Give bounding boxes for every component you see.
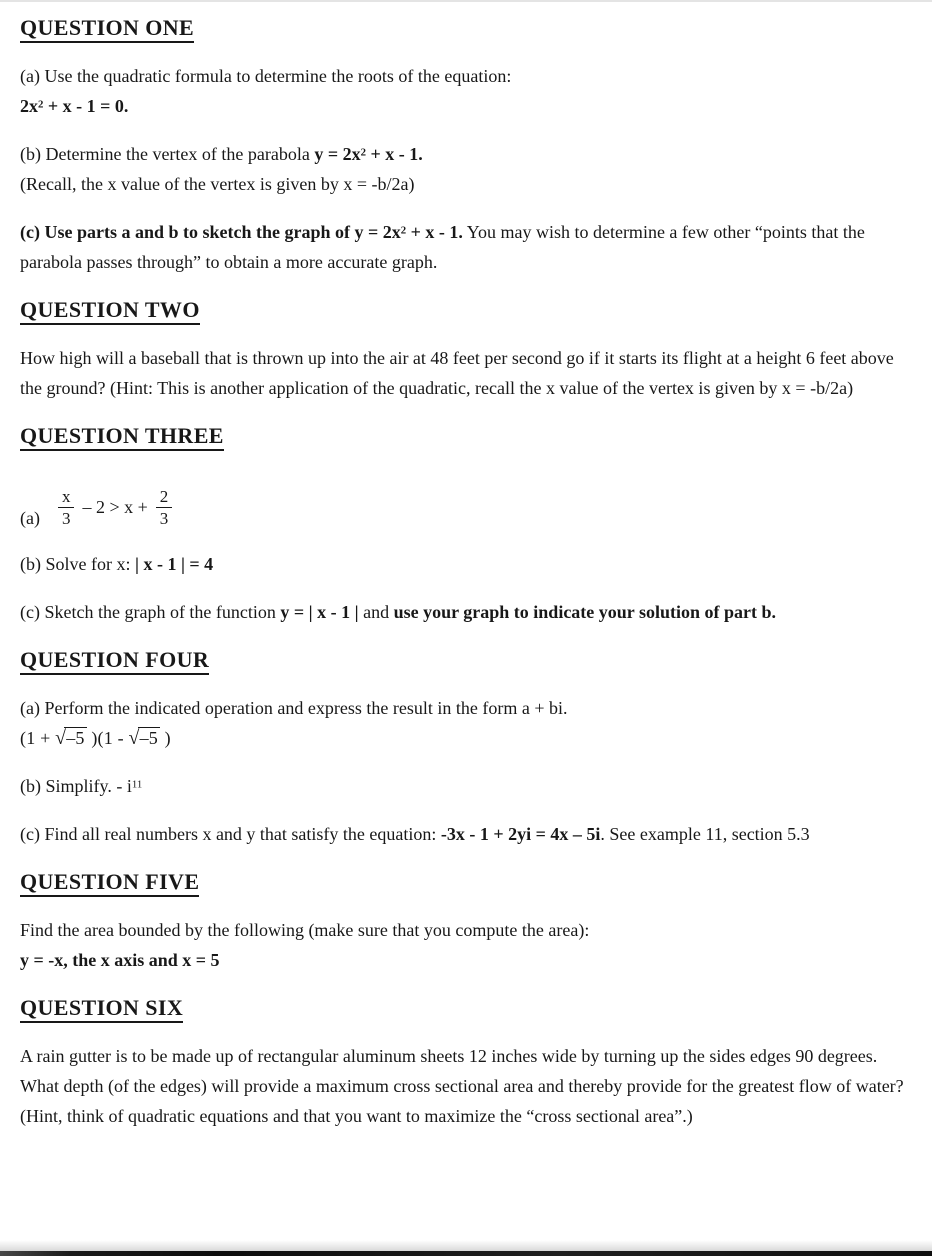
section-question-one xyxy=(20,13,906,277)
radical-sign: √ xyxy=(128,727,140,749)
q1-eq-c-exponent: 2 xyxy=(400,224,407,237)
q1-part-b xyxy=(20,139,906,199)
q1-part-a-equation xyxy=(20,96,128,116)
q1-part-b-recall: (Recall, the x value of the vertex is given by x = -b/2a) xyxy=(20,174,415,194)
q1-eq-a-rest: + x - 1 = 0. xyxy=(43,96,129,116)
q6-body xyxy=(20,1041,906,1131)
q4-part-c-reference: . See example 11, section 5.3 xyxy=(600,824,810,844)
q4-part-a-text: (a) Perform the indicated operation and express the result in the form a + bi. xyxy=(20,698,568,718)
question-five-heading-text: QUESTION FIVE xyxy=(20,869,199,897)
q3-part-a xyxy=(20,469,906,531)
q2-body-text: How high will a baseball that is thrown up into the air at 48 feet per second go if it starts its flight at a height 6 feet above the ground? (Hint: This is another application of the quadratic, recall the x value of the vertex is given by x = -b/2a) xyxy=(20,348,894,398)
section-question-four xyxy=(20,645,906,849)
radicand: –5 xyxy=(139,728,158,748)
radical-sign: √ xyxy=(55,727,67,749)
question-three-heading-text: QUESTION THREE xyxy=(20,423,224,451)
q3-inequality-expression xyxy=(58,487,172,531)
q3-part-c-and: and xyxy=(358,602,394,622)
q3-part-c-instruction: use your graph to indicate your solution of part b. xyxy=(393,602,776,622)
section-question-two xyxy=(20,295,906,403)
section-question-three xyxy=(20,421,906,627)
q4-part-b-text: (b) Simplify. - i xyxy=(20,776,132,796)
q3-part-b xyxy=(20,549,906,579)
fraction-2-over-3 xyxy=(156,487,173,528)
q1-part-a-text: (a) Use the quadratic formula to determine the roots of the equation: xyxy=(20,66,512,86)
square-root-term xyxy=(129,728,160,748)
q4-part-c-equation: -3x - 1 + 2yi = 4x – 5i xyxy=(440,824,601,844)
fraction-x-over-3 xyxy=(58,487,75,528)
section-question-five xyxy=(20,867,906,975)
question-five-heading xyxy=(20,867,906,897)
q4-part-b xyxy=(20,771,906,801)
q4-expr-open: (1 + xyxy=(20,728,56,748)
q1-part-b-text: (b) Determine the vertex of the parabola xyxy=(20,144,315,164)
q3-inequality-middle: – 2 > x + xyxy=(82,497,148,518)
fraction-numerator: 2 xyxy=(156,487,173,508)
page-bottom-fade xyxy=(0,1240,932,1251)
q6-body-text: A rain gutter is to be made up of rectangular aluminum sheets 12 inches wide by turning up the sides edges 90 degrees. What depth (of the edges) will provide a maximum cross sectional area and thereby provide for the greatest flow of water? (Hint, think of quadratic equations and that you want to maximize the “cross sectional area”.) xyxy=(20,1046,904,1126)
fraction-numerator: x xyxy=(58,487,75,508)
q1-eq-a-exponent: 2 xyxy=(38,98,44,111)
question-four-heading-text: QUESTION FOUR xyxy=(20,647,209,675)
q2-body xyxy=(20,343,906,403)
square-root-term xyxy=(55,728,86,748)
q1-part-c xyxy=(20,217,906,277)
q1-eq-c-rest: + x - 1. xyxy=(406,222,463,242)
q1-eq-b-rest: + x - 1. xyxy=(366,144,423,164)
q5-boundary-conditions: y = -x, the x axis and x = 5 xyxy=(20,950,220,970)
q1-eq-a-base: 2x xyxy=(20,96,38,116)
q1-eq-b-base: y = 2x xyxy=(314,144,361,164)
q4-expr-middle: )(1 - xyxy=(86,728,129,748)
question-two-heading xyxy=(20,295,906,325)
radicand: –5 xyxy=(66,728,85,748)
q4-expr-close: ) xyxy=(159,728,171,748)
q3-part-c-text: (c) Sketch the graph of the function xyxy=(20,602,281,622)
q1-part-b-equation xyxy=(314,144,422,164)
q1-eq-c-base: (c) Use parts a and b to sketch the graph of y = 2x xyxy=(20,222,401,242)
q1-part-c-bold xyxy=(20,222,463,242)
q5-body xyxy=(20,915,906,975)
q3-part-c xyxy=(20,597,906,627)
q1-eq-b-exponent: 2 xyxy=(360,146,367,159)
fraction-denominator: 3 xyxy=(159,508,169,528)
question-six-heading xyxy=(20,993,906,1023)
q4-part-b-exponent: 11 xyxy=(131,778,143,791)
q3-part-a-label: (a) xyxy=(20,508,40,528)
question-four-heading xyxy=(20,645,906,675)
question-three-heading xyxy=(20,421,906,451)
q1-part-c-normal: You may wish to determine a few other “points that the parabola passes through” to obtain a more accurate graph. xyxy=(20,222,865,272)
q3-part-c-equation: y = | x - 1 | xyxy=(280,602,359,622)
q5-instruction: Find the area bounded by the following (make sure that you compute the area): xyxy=(20,920,590,940)
section-question-six xyxy=(20,993,906,1131)
q3-part-b-text: (b) Solve for x: xyxy=(20,554,135,574)
question-one-heading xyxy=(20,13,906,43)
page-bottom-edge xyxy=(0,1251,932,1256)
worksheet-content xyxy=(0,2,932,1131)
question-one-heading-text: QUESTION ONE xyxy=(20,15,194,43)
fraction-denominator: 3 xyxy=(61,508,71,528)
q1-part-a xyxy=(20,61,906,121)
q4-part-c-text: (c) Find all real numbers x and y that satisfy the equation: xyxy=(20,824,441,844)
q3-part-b-equation: | x - 1 | = 4 xyxy=(134,554,214,574)
q4-complex-product-expression xyxy=(20,728,171,748)
question-two-heading-text: QUESTION TWO xyxy=(20,297,200,325)
q4-part-a xyxy=(20,693,906,753)
question-six-heading-text: QUESTION SIX xyxy=(20,995,183,1023)
q4-part-c xyxy=(20,819,906,849)
